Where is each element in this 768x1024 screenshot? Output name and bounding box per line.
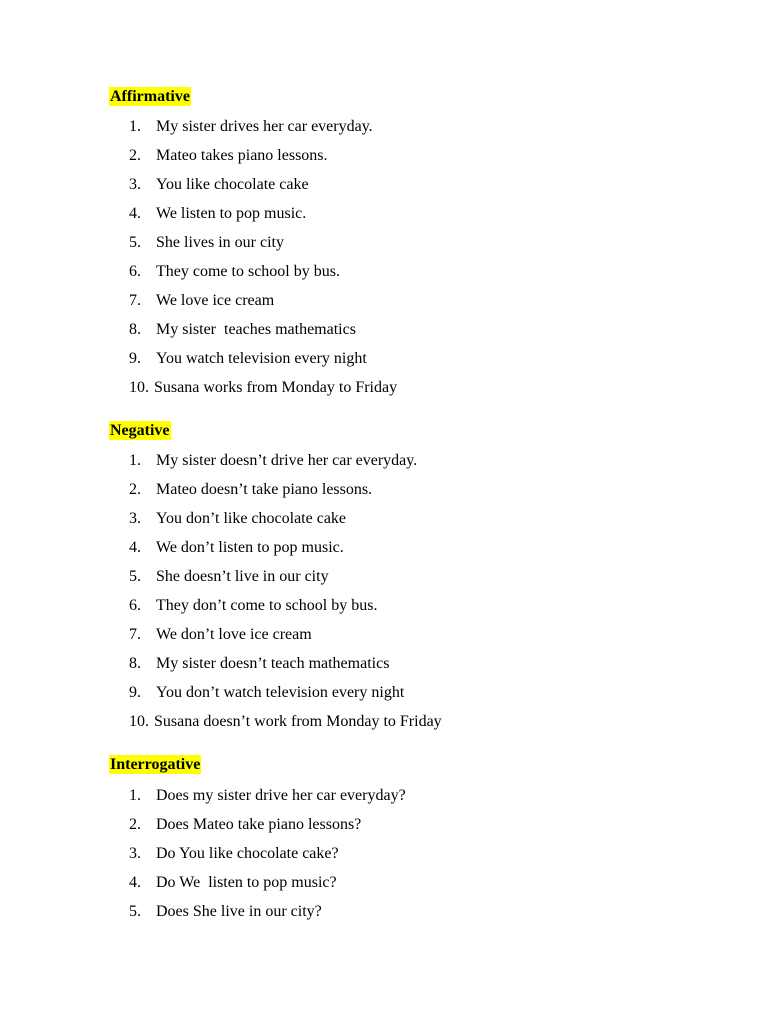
item-text: Does Mateo take piano lessons?	[156, 816, 362, 833]
section-heading: Interrogative	[110, 756, 201, 773]
item-text: Susana works from Monday to Friday	[154, 379, 398, 396]
item-number: 1.	[129, 452, 141, 469]
item-number: 8.	[129, 655, 141, 672]
list-item	[109, 786, 729, 805]
item-number: 1.	[129, 787, 141, 804]
list-item	[109, 873, 729, 892]
item-number: 5.	[129, 568, 141, 585]
item-text: My sister drives her car everyday.	[156, 118, 373, 135]
interrogative-section	[109, 755, 729, 921]
list-item	[109, 538, 729, 557]
item-text: Susana doesn’t work from Monday to Friday	[154, 713, 442, 730]
list-item	[109, 291, 729, 310]
item-text: You don’t watch television every night	[156, 684, 405, 701]
item-text: She lives in our city	[156, 234, 284, 251]
item-text: My sister doesn’t drive her car everyday.	[156, 452, 418, 469]
item-text: Do You like chocolate cake?	[156, 845, 339, 862]
item-text: We listen to pop music.	[156, 205, 307, 222]
item-number: 5.	[129, 234, 141, 251]
section-heading: Affirmative	[110, 88, 190, 105]
affirmative-section	[109, 87, 729, 397]
item-text: You watch television every night	[156, 350, 367, 367]
item-number: 10.	[129, 379, 149, 396]
item-number: 6.	[129, 597, 141, 614]
list-item	[109, 509, 729, 528]
item-number: 9.	[129, 684, 141, 701]
list-item	[109, 175, 729, 194]
item-number: 8.	[129, 321, 141, 338]
item-number: 4.	[129, 205, 141, 222]
item-number: 5.	[129, 903, 141, 920]
sentence-list	[109, 117, 729, 397]
item-number: 1.	[129, 118, 141, 135]
item-text: Does She live in our city?	[156, 903, 322, 920]
item-number: 3.	[129, 845, 141, 862]
section-heading: Negative	[110, 422, 170, 439]
item-number: 10.	[129, 713, 149, 730]
item-text: You like chocolate cake	[156, 176, 309, 193]
item-number: 4.	[129, 539, 141, 556]
list-item	[109, 320, 729, 339]
item-text: Mateo takes piano lessons.	[156, 147, 328, 164]
item-number: 2.	[129, 147, 141, 164]
list-item	[109, 262, 729, 281]
list-item	[109, 146, 729, 165]
item-number: 2.	[129, 816, 141, 833]
item-number: 6.	[129, 263, 141, 280]
list-item	[109, 654, 729, 673]
list-item	[109, 683, 729, 702]
list-item	[109, 596, 729, 615]
item-text: They don’t come to school by bus.	[156, 597, 378, 614]
item-text: My sister teaches mathematics	[156, 321, 356, 338]
item-number: 7.	[129, 626, 141, 643]
item-number: 2.	[129, 481, 141, 498]
item-text: You don’t like chocolate cake	[156, 510, 347, 527]
item-number: 9.	[129, 350, 141, 367]
item-text: Do We listen to pop music?	[156, 874, 337, 891]
item-number: 7.	[129, 292, 141, 309]
list-item	[109, 451, 729, 470]
item-number: 4.	[129, 874, 141, 891]
item-text: We don’t listen to pop music.	[156, 539, 344, 556]
sentence-list	[109, 451, 729, 731]
item-number: 3.	[129, 176, 141, 193]
list-item	[109, 233, 729, 252]
sentence-list	[109, 786, 729, 921]
item-text: They come to school by bus.	[156, 263, 340, 280]
list-item	[109, 844, 729, 863]
list-item	[109, 349, 729, 368]
list-item	[109, 117, 729, 136]
item-number: 3.	[129, 510, 141, 527]
item-text: We love ice cream	[156, 292, 275, 309]
list-item	[109, 567, 729, 586]
negative-section	[109, 421, 729, 731]
item-text: My sister doesn’t teach mathematics	[156, 655, 390, 672]
item-text: Mateo doesn’t take piano lessons.	[156, 481, 373, 498]
list-item	[109, 480, 729, 499]
list-item	[109, 378, 729, 397]
list-item	[109, 712, 729, 731]
item-text: Does my sister drive her car everyday?	[156, 787, 406, 804]
item-text: She doesn’t live in our city	[156, 568, 329, 585]
list-item	[109, 902, 729, 921]
list-item	[109, 625, 729, 644]
item-text: We don’t love ice cream	[156, 626, 312, 643]
list-item	[109, 204, 729, 223]
list-item	[109, 815, 729, 834]
